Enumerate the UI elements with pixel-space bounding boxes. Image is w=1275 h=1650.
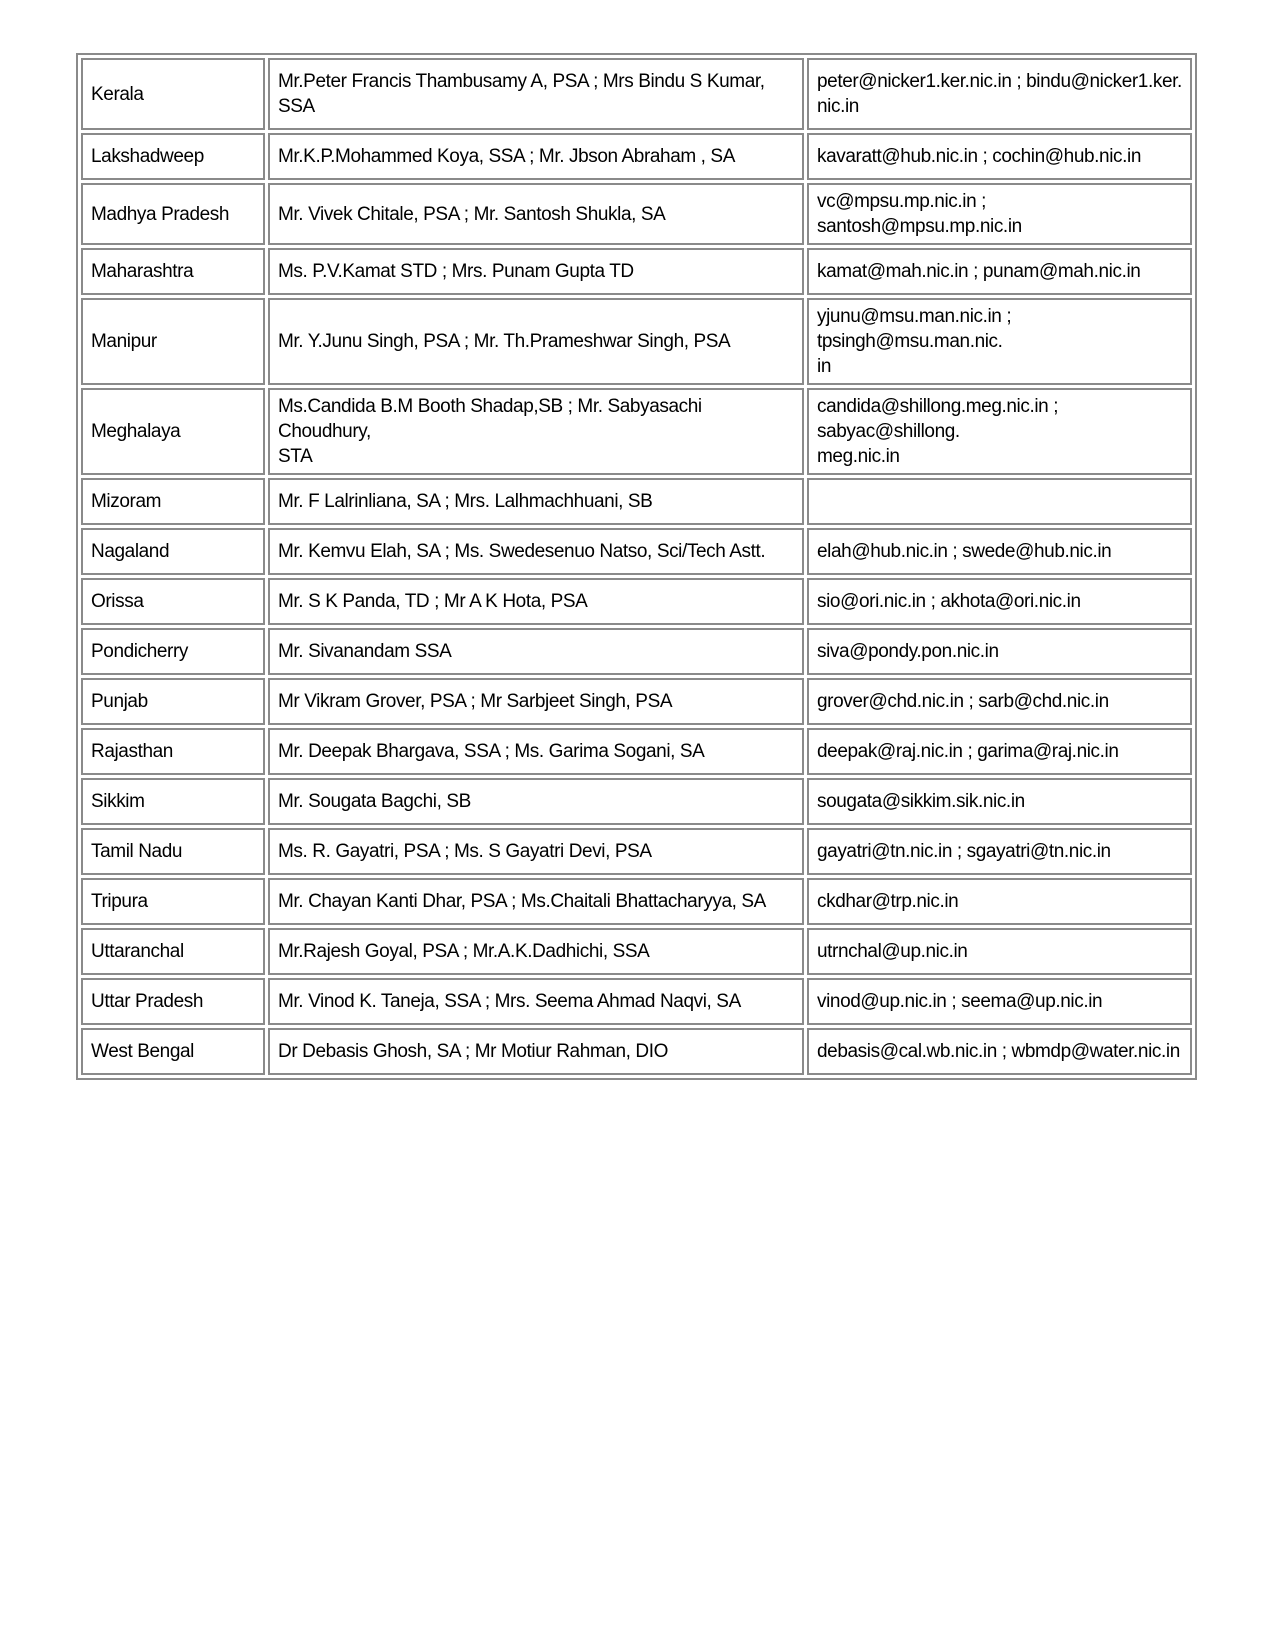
table-row <box>81 878 1192 925</box>
state-cell: Sikkim <box>81 778 265 825</box>
officers-cell: Mr. Chayan Kanti Dhar, PSA ; Ms.Chaitali Bhattacharyya, SA <box>268 878 804 925</box>
state-cell: Manipur <box>81 298 265 385</box>
table-row <box>81 133 1192 180</box>
table-row <box>81 183 1192 245</box>
email-cell: utrnchal@up.nic.in <box>807 928 1192 975</box>
officers-cell: Mr.K.P.Mohammed Koya, SSA ; Mr. Jbson Abraham , SA <box>268 133 804 180</box>
table-row <box>81 928 1192 975</box>
officers-cell: Mr. Sougata Bagchi, SB <box>268 778 804 825</box>
table-row <box>81 778 1192 825</box>
table-row <box>81 728 1192 775</box>
officers-cell: Ms. P.V.Kamat STD ; Mrs. Punam Gupta TD <box>268 248 804 295</box>
table-body <box>81 58 1192 1075</box>
email-cell: kavaratt@hub.nic.in ; cochin@hub.nic.in <box>807 133 1192 180</box>
officers-cell: Mr.Peter Francis Thambusamy A, PSA ; Mrs Bindu S Kumar, SSA <box>268 58 804 130</box>
table-row <box>81 298 1192 385</box>
state-cell: Tamil Nadu <box>81 828 265 875</box>
email-cell: gayatri@tn.nic.in ; sgayatri@tn.nic.in <box>807 828 1192 875</box>
officers-cell: Mr. Vivek Chitale, PSA ; Mr. Santosh Shukla, SA <box>268 183 804 245</box>
email-cell: sougata@sikkim.sik.nic.in <box>807 778 1192 825</box>
state-cell: Maharashtra <box>81 248 265 295</box>
state-cell: Rajasthan <box>81 728 265 775</box>
state-cell: Lakshadweep <box>81 133 265 180</box>
email-cell: candida@shillong.meg.nic.in ; sabyac@shillong. meg.nic.in <box>807 388 1192 475</box>
table-row <box>81 1028 1192 1075</box>
table-row <box>81 828 1192 875</box>
officers-cell: Mr Vikram Grover, PSA ; Mr Sarbjeet Singh, PSA <box>268 678 804 725</box>
table-row <box>81 528 1192 575</box>
officers-cell: Mr. Deepak Bhargava, SSA ; Ms. Garima Sogani, SA <box>268 728 804 775</box>
officers-cell: Mr. Kemvu Elah, SA ; Ms. Swedesenuo Natso, Sci/Tech Astt. <box>268 528 804 575</box>
email-cell: grover@chd.nic.in ; sarb@chd.nic.in <box>807 678 1192 725</box>
officers-cell: Mr. Y.Junu Singh, PSA ; Mr. Th.Prameshwar Singh, PSA <box>268 298 804 385</box>
officers-cell: Ms.Candida B.M Booth Shadap,SB ; Mr. Sabyasachi Choudhury, STA <box>268 388 804 475</box>
email-cell: peter@nicker1.ker.nic.in ; bindu@nicker1.ker. nic.in <box>807 58 1192 130</box>
table-row <box>81 248 1192 295</box>
officers-cell: Mr. S K Panda, TD ; Mr A K Hota, PSA <box>268 578 804 625</box>
officers-cell: Mr. Vinod K. Taneja, SSA ; Mrs. Seema Ahmad Naqvi, SA <box>268 978 804 1025</box>
state-contacts-table <box>76 53 1197 1080</box>
email-cell: vinod@up.nic.in ; seema@up.nic.in <box>807 978 1192 1025</box>
officers-cell: Ms. R. Gayatri, PSA ; Ms. S Gayatri Devi, PSA <box>268 828 804 875</box>
email-cell: siva@pondy.pon.nic.in <box>807 628 1192 675</box>
state-cell: Tripura <box>81 878 265 925</box>
email-cell: debasis@cal.wb.nic.in ; wbmdp@water.nic.in <box>807 1028 1192 1075</box>
table-row <box>81 58 1192 130</box>
email-cell <box>807 478 1192 525</box>
email-cell: ckdhar@trp.nic.in <box>807 878 1192 925</box>
table-row <box>81 628 1192 675</box>
officers-cell: Mr. Sivanandam SSA <box>268 628 804 675</box>
state-cell: Uttaranchal <box>81 928 265 975</box>
state-cell: Uttar Pradesh <box>81 978 265 1025</box>
email-cell: sio@ori.nic.in ; akhota@ori.nic.in <box>807 578 1192 625</box>
state-cell: Kerala <box>81 58 265 130</box>
officers-cell: Mr.Rajesh Goyal, PSA ; Mr.A.K.Dadhichi, SSA <box>268 928 804 975</box>
officers-cell: Mr. F Lalrinliana, SA ; Mrs. Lalhmachhuani, SB <box>268 478 804 525</box>
state-cell: Mizoram <box>81 478 265 525</box>
table-row <box>81 478 1192 525</box>
state-cell: Punjab <box>81 678 265 725</box>
state-cell: West Bengal <box>81 1028 265 1075</box>
email-cell: deepak@raj.nic.in ; garima@raj.nic.in <box>807 728 1192 775</box>
state-cell: Madhya Pradesh <box>81 183 265 245</box>
table-row <box>81 578 1192 625</box>
email-cell: vc@mpsu.mp.nic.in ; santosh@mpsu.mp.nic.in <box>807 183 1192 245</box>
table-row <box>81 388 1192 475</box>
email-cell: kamat@mah.nic.in ; punam@mah.nic.in <box>807 248 1192 295</box>
email-cell: yjunu@msu.man.nic.in ; tpsingh@msu.man.nic. in <box>807 298 1192 385</box>
state-cell: Pondicherry <box>81 628 265 675</box>
email-cell: elah@hub.nic.in ; swede@hub.nic.in <box>807 528 1192 575</box>
officers-cell: Dr Debasis Ghosh, SA ; Mr Motiur Rahman, DIO <box>268 1028 804 1075</box>
state-cell: Meghalaya <box>81 388 265 475</box>
table-row <box>81 678 1192 725</box>
state-cell: Orissa <box>81 578 265 625</box>
table-row <box>81 978 1192 1025</box>
state-cell: Nagaland <box>81 528 265 575</box>
